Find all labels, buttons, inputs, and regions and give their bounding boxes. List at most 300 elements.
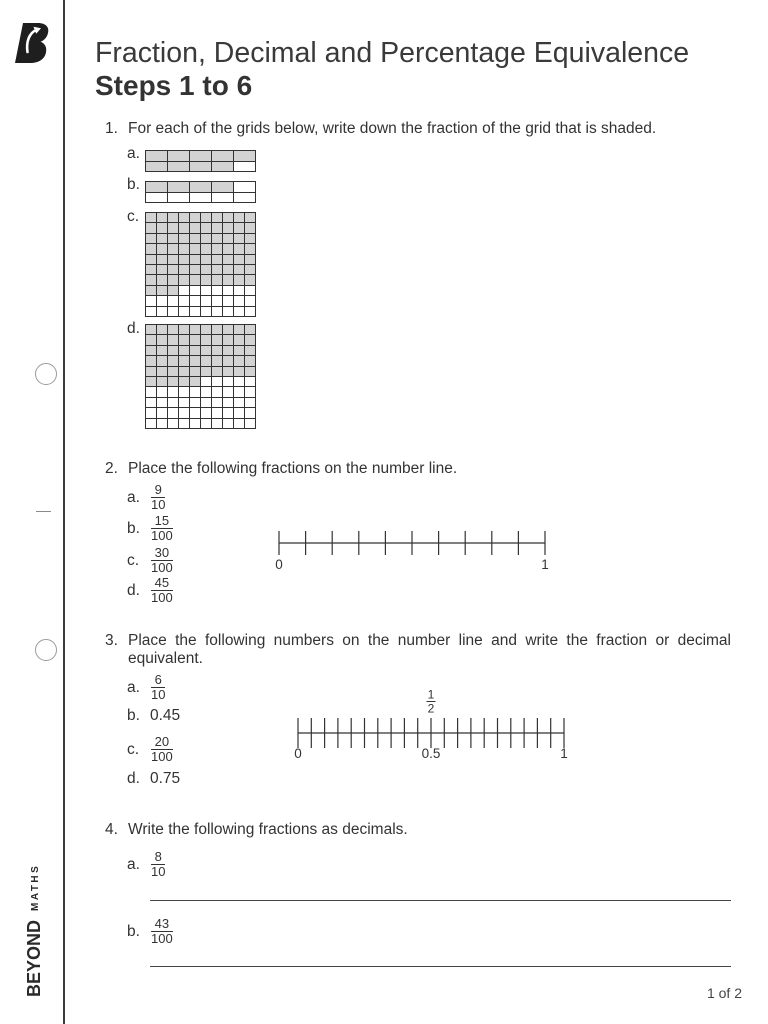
grid-cell-shaded [245, 325, 256, 335]
grid-cell-shaded [146, 286, 157, 296]
grid-cell-shaded [168, 346, 179, 356]
number-line-label: 0 [275, 557, 283, 572]
grid-cell [223, 296, 234, 306]
grid-cell-shaded [190, 255, 201, 265]
grid-cell [212, 398, 223, 408]
answer-line [150, 966, 731, 967]
grid-cell-shaded [201, 367, 212, 377]
fraction-denominator: 100 [151, 590, 173, 605]
grid-cell-shaded [223, 335, 234, 345]
grid-cell-shaded [179, 367, 190, 377]
question-4-part-b [127, 917, 174, 946]
grid-cell [146, 296, 157, 306]
grid-cell-shaded [190, 346, 201, 356]
grid-cell-shaded [201, 275, 212, 285]
page-subtitle: Steps 1 to 6 [95, 70, 253, 101]
grid-cell-shaded [168, 325, 179, 335]
question-2-number: 2. [105, 460, 118, 477]
part-label-a: a. [127, 145, 140, 162]
grid-cell [179, 387, 190, 397]
grid-cell-shaded [179, 265, 190, 275]
grid-cell-shaded [146, 182, 168, 193]
grid-cell-shaded [190, 151, 212, 162]
grid-cell [212, 419, 223, 429]
grid-cell-shaded [146, 367, 157, 377]
grid-cell-shaded [223, 346, 234, 356]
fraction-numerator: 43 [154, 916, 170, 931]
grid-cell-shaded [190, 234, 201, 244]
grid-cell-shaded [168, 182, 190, 193]
shaded-grid-c [145, 212, 256, 317]
fraction-denominator: 100 [151, 749, 173, 764]
grid-cell [223, 377, 234, 387]
grid-cell-shaded [179, 213, 190, 223]
grid-cell-shaded [212, 275, 223, 285]
grid-cell-shaded [190, 275, 201, 285]
grid-cell [245, 296, 256, 306]
grid-cell-shaded [157, 335, 168, 345]
shaded-grid-b [145, 181, 256, 203]
grid-cell [234, 408, 245, 418]
grid-cell-shaded [245, 335, 256, 345]
grid-cell-shaded [212, 265, 223, 275]
part-label: b. [127, 922, 140, 940]
grid-cell [245, 387, 256, 397]
grid-cell [212, 377, 223, 387]
grid-cell-shaded [190, 335, 201, 345]
grid-cell-shaded [201, 335, 212, 345]
fraction-numerator: 8 [154, 849, 162, 864]
grid-cell-shaded [179, 234, 190, 244]
fraction [150, 735, 174, 764]
grid-cell-shaded [234, 244, 245, 254]
grid-cell-shaded [146, 162, 168, 173]
grid-cell-shaded [168, 286, 179, 296]
grid-cell [157, 387, 168, 397]
grid-cell [234, 162, 256, 173]
grid-cell-shaded [168, 151, 190, 162]
grid-cell-shaded [223, 234, 234, 244]
question-2-part-c [127, 546, 174, 575]
number-line-q3 [289, 684, 573, 766]
grid-cell [234, 182, 256, 193]
grid-cell-shaded [234, 234, 245, 244]
fold-mark [36, 511, 51, 512]
grid-cell [201, 296, 212, 306]
question-3-part-a [127, 673, 166, 702]
margin-rule [63, 0, 65, 1024]
grid-cell-shaded [168, 213, 179, 223]
grid-cell [168, 398, 179, 408]
grid-cell-shaded [168, 265, 179, 275]
grid-cell-shaded [234, 325, 245, 335]
grid-cell [146, 419, 157, 429]
shaded-grid-d [145, 324, 256, 429]
fraction [150, 576, 174, 605]
question-1-text: For each of the grids below, write down the fraction of the grid that is shaded. [128, 120, 657, 137]
grid-cell-shaded [146, 335, 157, 345]
fraction-denominator: 2 [427, 701, 435, 716]
part-label: a. [127, 488, 140, 506]
fraction-numerator: 45 [154, 575, 170, 590]
fraction [150, 483, 166, 512]
grid-cell-shaded [245, 265, 256, 275]
grid-cell-shaded [168, 335, 179, 345]
grid-cell [234, 193, 256, 204]
grid-cell-shaded [179, 356, 190, 366]
grid-cell-shaded [179, 325, 190, 335]
fraction-numerator: 6 [154, 672, 162, 687]
grid-cell [201, 377, 212, 387]
shaded-grid-a [145, 150, 256, 172]
fraction-numerator: 30 [154, 545, 170, 560]
grid-cell-shaded [179, 244, 190, 254]
question-4-number: 4. [105, 821, 118, 838]
grid-cell [190, 286, 201, 296]
part-label: a. [127, 855, 140, 873]
question-3-number: 3. [105, 632, 118, 649]
grid-cell-shaded [146, 244, 157, 254]
grid-cell [157, 398, 168, 408]
grid-cell [223, 398, 234, 408]
grid-cell-shaded [234, 223, 245, 233]
question-2-part-a [127, 483, 166, 512]
number-line-label: 1 [560, 746, 568, 761]
grid-cell-shaded [234, 265, 245, 275]
grid-cell-shaded [168, 377, 179, 387]
fraction-denominator: 100 [151, 560, 173, 575]
fraction-denominator: 100 [151, 931, 173, 946]
grid-cell-shaded [201, 265, 212, 275]
fraction-numerator: 1 [427, 687, 435, 702]
grid-cell-shaded [168, 234, 179, 244]
fraction [150, 546, 174, 575]
grid-cell [201, 408, 212, 418]
grid-cell [234, 419, 245, 429]
grid-cell [157, 408, 168, 418]
page-title: Fraction, Decimal and Percentage Equivalence [95, 37, 690, 69]
grid-cell [179, 296, 190, 306]
grid-cell-shaded [168, 223, 179, 233]
fraction-denominator: 10 [151, 864, 166, 879]
grid-cell [190, 408, 201, 418]
grid-cell-shaded [212, 213, 223, 223]
punch-hole-circle-icon [35, 363, 57, 385]
grid-cell-shaded [190, 244, 201, 254]
grid-cell-shaded [234, 367, 245, 377]
grid-cell [245, 286, 256, 296]
grid-cell-shaded [146, 275, 157, 285]
grid-cell-shaded [168, 162, 190, 173]
grid-cell-shaded [190, 162, 212, 173]
grid-cell [168, 193, 190, 204]
grid-cell-shaded [157, 377, 168, 387]
question-3-part-b [127, 707, 180, 725]
grid-cell-shaded [223, 325, 234, 335]
grid-cell [179, 408, 190, 418]
grid-cell-shaded [157, 234, 168, 244]
grid-cell-shaded [146, 151, 168, 162]
grid-cell-shaded [234, 335, 245, 345]
grid-cell-shaded [157, 223, 168, 233]
grid-cell-shaded [212, 162, 234, 173]
grid-cell-shaded [190, 325, 201, 335]
grid-cell-shaded [190, 265, 201, 275]
grid-cell-shaded [212, 255, 223, 265]
grid-cell-shaded [212, 356, 223, 366]
fraction-numerator: 15 [154, 513, 170, 528]
punch-hole-circle-icon [35, 639, 57, 661]
wordmark-beyond: BEYOND [24, 919, 44, 997]
grid-cell-shaded [168, 255, 179, 265]
grid-cell-shaded [234, 151, 256, 162]
grid-cell [168, 387, 179, 397]
grid-cell-shaded [179, 335, 190, 345]
part-label: b. [127, 707, 140, 724]
grid-cell-shaded [168, 244, 179, 254]
grid-cell-shaded [245, 255, 256, 265]
page-number: 1 of 2 [706, 985, 742, 1001]
number-line-q2 [270, 520, 554, 576]
grid-cell [234, 296, 245, 306]
grid-cell-shaded [190, 213, 201, 223]
grid-cell [245, 419, 256, 429]
grid-cell [201, 398, 212, 408]
question-3-text: Place the following numbers on the number line and write the fraction or decimal equivalent. [128, 632, 731, 667]
grid-cell-shaded [212, 367, 223, 377]
part-label: d. [127, 770, 140, 787]
grid-cell [146, 398, 157, 408]
answer-line [150, 900, 731, 901]
part-label-c: c. [127, 208, 140, 225]
grid-cell-shaded [157, 325, 168, 335]
grid-cell [234, 387, 245, 397]
decimal-value: 0.75 [150, 770, 181, 787]
question-4-part-a [127, 850, 166, 879]
grid-cell [168, 408, 179, 418]
grid-cell-shaded [201, 244, 212, 254]
grid-cell [223, 307, 234, 317]
part-label-b: b. [127, 176, 140, 193]
grid-cell-shaded [157, 367, 168, 377]
grid-cell-shaded [212, 234, 223, 244]
grid-cell-shaded [212, 346, 223, 356]
grid-cell [190, 193, 212, 204]
question-3-part-d [127, 770, 180, 788]
grid-cell [245, 377, 256, 387]
fraction [150, 673, 166, 702]
grid-cell-shaded [146, 265, 157, 275]
grid-cell-shaded [212, 244, 223, 254]
grid-cell-shaded [245, 356, 256, 366]
grid-cell [212, 286, 223, 296]
grid-cell-shaded [157, 255, 168, 265]
grid-cell-shaded [212, 182, 234, 193]
grid-cell [168, 307, 179, 317]
grid-cell-shaded [190, 367, 201, 377]
grid-cell [212, 296, 223, 306]
grid-cell-shaded [201, 356, 212, 366]
grid-cell-shaded [157, 356, 168, 366]
grid-cell-shaded [234, 213, 245, 223]
fraction [150, 917, 174, 946]
grid-cell [245, 398, 256, 408]
grid-cell-shaded [245, 244, 256, 254]
part-label: d. [127, 581, 140, 599]
grid-cell [146, 408, 157, 418]
grid-cell-shaded [201, 213, 212, 223]
grid-cell-shaded [223, 244, 234, 254]
fraction-numerator: 20 [154, 734, 170, 749]
grid-cell-shaded [190, 377, 201, 387]
question-3-part-c [127, 735, 174, 764]
grid-cell-shaded [179, 346, 190, 356]
grid-cell-shaded [146, 234, 157, 244]
grid-cell [146, 193, 168, 204]
grid-cell [234, 398, 245, 408]
grid-cell-shaded [190, 356, 201, 366]
grid-cell-shaded [245, 275, 256, 285]
grid-cell-shaded [212, 335, 223, 345]
grid-cell [234, 377, 245, 387]
grid-cell-shaded [179, 377, 190, 387]
question-4-text: Write the following fractions as decimals. [128, 821, 408, 838]
grid-cell [201, 286, 212, 296]
grid-cell [190, 398, 201, 408]
grid-cell [212, 307, 223, 317]
grid-cell [179, 286, 190, 296]
grid-cell [157, 307, 168, 317]
grid-cell [179, 398, 190, 408]
grid-cell [223, 419, 234, 429]
grid-cell-shaded [179, 255, 190, 265]
grid-cell-shaded [245, 223, 256, 233]
decimal-value: 0.45 [150, 707, 181, 724]
fraction-denominator: 100 [151, 528, 173, 543]
grid-cell-shaded [157, 265, 168, 275]
part-label: b. [127, 519, 140, 537]
grid-cell [190, 307, 201, 317]
grid-cell [190, 419, 201, 429]
fraction-denominator: 10 [151, 687, 166, 702]
brand-wordmark [25, 864, 43, 997]
grid-cell-shaded [190, 182, 212, 193]
grid-cell [190, 296, 201, 306]
grid-cell [201, 387, 212, 397]
grid-cell-shaded [212, 325, 223, 335]
grid-cell-shaded [201, 346, 212, 356]
grid-cell [212, 408, 223, 418]
fraction-numerator: 9 [154, 482, 162, 497]
grid-cell [168, 419, 179, 429]
grid-cell-shaded [234, 275, 245, 285]
grid-cell [146, 307, 157, 317]
grid-cell [234, 286, 245, 296]
fraction [150, 850, 166, 879]
grid-cell-shaded [157, 275, 168, 285]
grid-cell-shaded [223, 356, 234, 366]
grid-cell [201, 419, 212, 429]
grid-cell-shaded [201, 234, 212, 244]
grid-cell-shaded [190, 223, 201, 233]
grid-cell-shaded [201, 325, 212, 335]
grid-cell [201, 307, 212, 317]
part-label: a. [127, 678, 140, 696]
grid-cell-shaded [223, 367, 234, 377]
grid-cell [157, 419, 168, 429]
grid-cell [168, 296, 179, 306]
part-label: c. [127, 551, 140, 569]
number-line-label: 0 [294, 746, 302, 761]
grid-cell-shaded [245, 234, 256, 244]
question-2-part-d [127, 576, 174, 605]
grid-cell-shaded [223, 223, 234, 233]
grid-cell-shaded [146, 346, 157, 356]
grid-cell-shaded [146, 325, 157, 335]
grid-cell [190, 387, 201, 397]
grid-cell-shaded [146, 213, 157, 223]
grid-cell-shaded [146, 223, 157, 233]
grid-cell-shaded [179, 223, 190, 233]
grid-cell-shaded [201, 223, 212, 233]
beyond-logo-icon [15, 22, 50, 64]
grid-cell-shaded [157, 244, 168, 254]
grid-cell [234, 307, 245, 317]
question-1-number: 1. [105, 120, 118, 137]
grid-cell [223, 387, 234, 397]
grid-cell [146, 387, 157, 397]
grid-cell-shaded [245, 213, 256, 223]
part-label-d: d. [127, 320, 140, 337]
grid-cell-shaded [157, 286, 168, 296]
grid-cell-shaded [212, 151, 234, 162]
grid-cell-shaded [212, 223, 223, 233]
part-label: c. [127, 740, 140, 758]
grid-cell [223, 286, 234, 296]
grid-cell [212, 193, 234, 204]
grid-cell-shaded [223, 255, 234, 265]
number-line-label: 1 [541, 557, 549, 572]
grid-cell [245, 408, 256, 418]
grid-cell-shaded [223, 213, 234, 223]
question-2-part-b [127, 514, 174, 543]
grid-cell [157, 296, 168, 306]
grid-cell-shaded [168, 275, 179, 285]
grid-cell-shaded [168, 356, 179, 366]
fraction-denominator: 10 [151, 497, 166, 512]
grid-cell-shaded [234, 356, 245, 366]
grid-cell-shaded [146, 377, 157, 387]
grid-cell [223, 408, 234, 418]
grid-cell-shaded [223, 275, 234, 285]
grid-cell-shaded [245, 367, 256, 377]
grid-cell-shaded [245, 346, 256, 356]
grid-cell-shaded [146, 356, 157, 366]
grid-cell-shaded [234, 255, 245, 265]
grid-cell-shaded [168, 367, 179, 377]
grid-cell-shaded [201, 255, 212, 265]
grid-cell [212, 387, 223, 397]
grid-cell-shaded [223, 265, 234, 275]
grid-cell [179, 307, 190, 317]
question-2-text: Place the following fractions on the number line. [128, 460, 458, 477]
fraction [150, 514, 174, 543]
grid-cell-shaded [234, 346, 245, 356]
number-line-label: 0.5 [421, 746, 441, 761]
grid-cell-shaded [179, 275, 190, 285]
grid-cell-shaded [157, 213, 168, 223]
grid-cell-shaded [157, 346, 168, 356]
